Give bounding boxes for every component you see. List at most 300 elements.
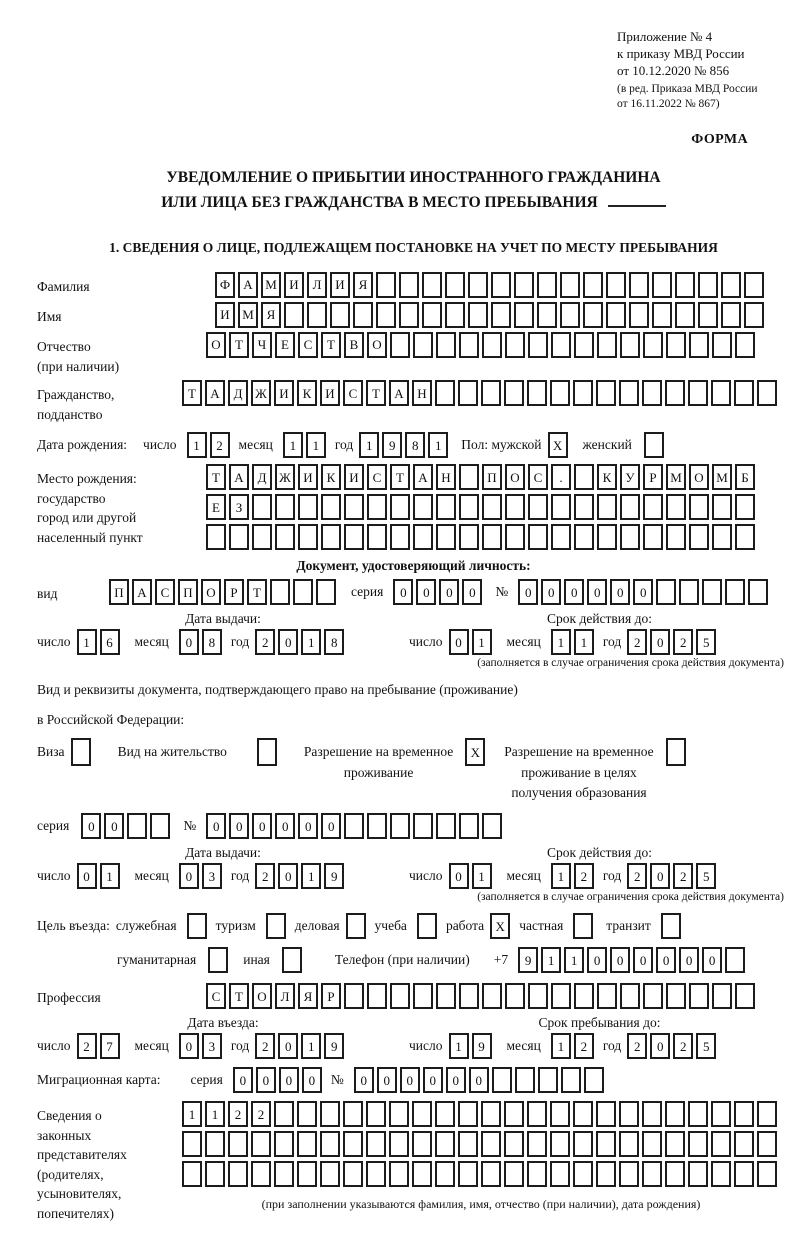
char-box[interactable] <box>629 302 649 328</box>
char-box[interactable]: О <box>252 983 272 1009</box>
char-box[interactable]: Н <box>436 464 456 490</box>
char-box[interactable] <box>721 272 741 298</box>
char-box[interactable] <box>527 1101 547 1127</box>
char-box[interactable] <box>182 1131 202 1157</box>
char-box[interactable]: 1 <box>449 1033 469 1059</box>
char-box[interactable] <box>661 913 681 939</box>
char-box[interactable] <box>550 1101 570 1127</box>
char-box[interactable]: 0 <box>393 579 413 605</box>
char-box[interactable]: 0 <box>518 579 538 605</box>
char-box[interactable]: 0 <box>416 579 436 605</box>
char-box[interactable] <box>481 1101 501 1127</box>
char-box[interactable] <box>274 1101 294 1127</box>
char-box[interactable]: 2 <box>673 863 693 889</box>
char-box[interactable]: У <box>620 464 640 490</box>
char-box[interactable]: 0 <box>610 579 630 605</box>
char-box[interactable] <box>458 1161 478 1187</box>
char-box[interactable] <box>376 272 396 298</box>
char-box[interactable]: 2 <box>673 629 693 655</box>
char-box[interactable] <box>320 1161 340 1187</box>
char-box[interactable] <box>445 302 465 328</box>
char-box[interactable] <box>389 1101 409 1127</box>
char-box[interactable] <box>282 947 302 973</box>
char-box[interactable] <box>127 813 147 839</box>
char-box[interactable] <box>551 332 571 358</box>
char-box[interactable] <box>320 1131 340 1157</box>
char-box[interactable] <box>366 1131 386 1157</box>
char-box[interactable] <box>735 494 755 520</box>
char-box[interactable] <box>620 332 640 358</box>
char-box[interactable] <box>321 524 341 550</box>
char-box[interactable]: 1 <box>77 629 97 655</box>
char-box[interactable] <box>689 332 709 358</box>
char-box[interactable] <box>482 813 502 839</box>
char-box[interactable]: Л <box>275 983 295 1009</box>
char-box[interactable]: 0 <box>321 813 341 839</box>
char-box[interactable] <box>689 524 709 550</box>
char-box[interactable] <box>757 380 777 406</box>
char-box[interactable]: 0 <box>702 947 722 973</box>
char-box[interactable] <box>550 1161 570 1187</box>
char-box[interactable] <box>596 380 616 406</box>
char-box[interactable] <box>366 1161 386 1187</box>
char-box[interactable] <box>597 524 617 550</box>
char-box[interactable] <box>597 983 617 1009</box>
char-box[interactable]: О <box>689 464 709 490</box>
char-box[interactable]: 2 <box>255 629 275 655</box>
char-box[interactable]: . <box>551 464 571 490</box>
char-box[interactable] <box>481 1131 501 1157</box>
char-box[interactable]: С <box>528 464 548 490</box>
char-box[interactable] <box>550 380 570 406</box>
char-box[interactable]: 2 <box>210 432 230 458</box>
char-box[interactable] <box>482 494 502 520</box>
char-box[interactable] <box>597 332 617 358</box>
char-box[interactable]: 0 <box>229 813 249 839</box>
char-box[interactable] <box>435 1101 455 1127</box>
char-box[interactable] <box>528 494 548 520</box>
char-box[interactable] <box>504 1101 524 1127</box>
char-box[interactable] <box>643 332 663 358</box>
char-box[interactable] <box>390 332 410 358</box>
char-box[interactable] <box>504 380 524 406</box>
char-box[interactable] <box>481 1161 501 1187</box>
char-box[interactable] <box>367 524 387 550</box>
char-box[interactable] <box>343 1101 363 1127</box>
char-box[interactable] <box>643 494 663 520</box>
char-box[interactable]: 2 <box>627 629 647 655</box>
char-box[interactable] <box>643 524 663 550</box>
char-box[interactable]: 0 <box>650 1033 670 1059</box>
char-box[interactable] <box>458 1101 478 1127</box>
char-box[interactable]: 1 <box>301 1033 321 1059</box>
char-box[interactable] <box>229 524 249 550</box>
char-box[interactable]: 0 <box>679 947 699 973</box>
char-box[interactable]: С <box>155 579 175 605</box>
char-box[interactable]: 0 <box>179 629 199 655</box>
char-box[interactable]: С <box>206 983 226 1009</box>
char-box[interactable] <box>228 1131 248 1157</box>
char-box[interactable] <box>560 302 580 328</box>
char-box[interactable] <box>366 1101 386 1127</box>
char-box[interactable] <box>459 524 479 550</box>
char-box[interactable]: 0 <box>77 863 97 889</box>
char-box[interactable] <box>504 1161 524 1187</box>
char-box[interactable] <box>757 1131 777 1157</box>
char-box[interactable] <box>399 302 419 328</box>
char-box[interactable] <box>482 524 502 550</box>
char-box[interactable] <box>330 302 350 328</box>
char-box[interactable]: 1 <box>301 863 321 889</box>
char-box[interactable] <box>560 272 580 298</box>
char-box[interactable] <box>573 1161 593 1187</box>
char-box[interactable] <box>675 272 695 298</box>
char-box[interactable] <box>182 1161 202 1187</box>
char-box[interactable] <box>698 272 718 298</box>
char-box[interactable]: 1 <box>306 432 326 458</box>
char-box[interactable]: Н <box>412 380 432 406</box>
char-box[interactable]: 2 <box>673 1033 693 1059</box>
char-box[interactable] <box>757 1101 777 1127</box>
char-box[interactable] <box>435 1131 455 1157</box>
char-box[interactable] <box>445 272 465 298</box>
char-box[interactable]: 5 <box>696 863 716 889</box>
char-box[interactable] <box>642 1161 662 1187</box>
char-box[interactable]: 2 <box>574 1033 594 1059</box>
char-box[interactable] <box>551 494 571 520</box>
char-box[interactable] <box>744 302 764 328</box>
char-box[interactable] <box>514 302 534 328</box>
char-box[interactable] <box>275 524 295 550</box>
char-box[interactable] <box>505 494 525 520</box>
char-box[interactable]: 1 <box>541 947 561 973</box>
char-box[interactable] <box>228 1161 248 1187</box>
char-box[interactable]: 2 <box>627 1033 647 1059</box>
char-box[interactable]: 1 <box>574 629 594 655</box>
char-box[interactable] <box>274 1161 294 1187</box>
char-box[interactable] <box>284 302 304 328</box>
char-box[interactable] <box>619 1161 639 1187</box>
char-box[interactable]: Е <box>206 494 226 520</box>
char-box[interactable] <box>550 1131 570 1157</box>
char-box[interactable]: 1 <box>283 432 303 458</box>
char-box[interactable]: В <box>344 332 364 358</box>
char-box[interactable] <box>417 913 437 939</box>
char-box[interactable]: З <box>229 494 249 520</box>
char-box[interactable] <box>321 494 341 520</box>
char-box[interactable] <box>665 1161 685 1187</box>
char-box[interactable] <box>734 1131 754 1157</box>
char-box[interactable] <box>527 1161 547 1187</box>
char-box[interactable] <box>666 738 686 766</box>
char-box[interactable]: Т <box>229 983 249 1009</box>
char-box[interactable] <box>436 524 456 550</box>
char-box[interactable] <box>688 1161 708 1187</box>
char-box[interactable] <box>208 947 228 973</box>
char-box[interactable]: П <box>482 464 502 490</box>
char-box[interactable]: 9 <box>518 947 538 973</box>
char-box[interactable]: Т <box>182 380 202 406</box>
char-box[interactable] <box>711 380 731 406</box>
char-box[interactable]: 9 <box>472 1033 492 1059</box>
char-box[interactable]: 1 <box>301 629 321 655</box>
char-box[interactable]: 8 <box>324 629 344 655</box>
char-box[interactable] <box>504 1131 524 1157</box>
char-box[interactable] <box>583 302 603 328</box>
char-box[interactable] <box>689 494 709 520</box>
char-box[interactable] <box>734 380 754 406</box>
char-box[interactable] <box>344 494 364 520</box>
char-box[interactable] <box>551 983 571 1009</box>
char-box[interactable] <box>436 494 456 520</box>
char-box[interactable] <box>266 913 286 939</box>
char-box[interactable] <box>721 302 741 328</box>
char-box[interactable]: К <box>597 464 617 490</box>
char-box[interactable]: 1 <box>472 863 492 889</box>
char-box[interactable] <box>297 1161 317 1187</box>
char-box[interactable] <box>413 983 433 1009</box>
char-box[interactable]: 0 <box>278 863 298 889</box>
char-box[interactable] <box>665 1131 685 1157</box>
char-box[interactable] <box>619 380 639 406</box>
char-box[interactable]: С <box>298 332 318 358</box>
char-box[interactable]: 0 <box>656 947 676 973</box>
char-box[interactable] <box>492 1067 512 1093</box>
char-box[interactable] <box>748 579 768 605</box>
char-box[interactable] <box>652 272 672 298</box>
char-box[interactable]: 0 <box>650 863 670 889</box>
char-box[interactable] <box>389 1161 409 1187</box>
char-box[interactable]: 0 <box>104 813 124 839</box>
char-box[interactable]: А <box>238 272 258 298</box>
char-box[interactable]: С <box>367 464 387 490</box>
char-box[interactable] <box>252 524 272 550</box>
char-box[interactable] <box>573 1101 593 1127</box>
char-box[interactable] <box>620 983 640 1009</box>
char-box[interactable] <box>583 272 603 298</box>
char-box[interactable]: 9 <box>324 1033 344 1059</box>
char-box[interactable] <box>620 524 640 550</box>
char-box[interactable]: 1 <box>551 1033 571 1059</box>
char-box[interactable] <box>458 380 478 406</box>
char-box[interactable]: 1 <box>472 629 492 655</box>
char-box[interactable] <box>528 332 548 358</box>
char-box[interactable] <box>298 494 318 520</box>
char-box[interactable] <box>574 524 594 550</box>
char-box[interactable] <box>597 494 617 520</box>
char-box[interactable] <box>757 1161 777 1187</box>
char-box[interactable] <box>435 380 455 406</box>
char-box[interactable]: X <box>548 432 568 458</box>
char-box[interactable]: Ф <box>215 272 235 298</box>
char-box[interactable] <box>435 1161 455 1187</box>
char-box[interactable] <box>390 813 410 839</box>
char-box[interactable] <box>458 1131 478 1157</box>
char-box[interactable]: 2 <box>255 863 275 889</box>
char-box[interactable]: 0 <box>423 1067 443 1093</box>
char-box[interactable]: 1 <box>182 1101 202 1127</box>
char-box[interactable] <box>642 1131 662 1157</box>
char-box[interactable]: А <box>229 464 249 490</box>
char-box[interactable] <box>551 524 571 550</box>
char-box[interactable] <box>412 1161 432 1187</box>
char-box[interactable]: Т <box>321 332 341 358</box>
char-box[interactable] <box>270 579 290 605</box>
char-box[interactable]: Т <box>247 579 267 605</box>
char-box[interactable]: 0 <box>81 813 101 839</box>
char-box[interactable]: 0 <box>256 1067 276 1093</box>
char-box[interactable]: 1 <box>564 947 584 973</box>
char-box[interactable] <box>515 1067 535 1093</box>
char-box[interactable]: 1 <box>359 432 379 458</box>
char-box[interactable]: Д <box>252 464 272 490</box>
char-box[interactable]: 0 <box>298 813 318 839</box>
char-box[interactable]: Р <box>643 464 663 490</box>
char-box[interactable]: 0 <box>587 579 607 605</box>
char-box[interactable] <box>596 1161 616 1187</box>
char-box[interactable] <box>712 332 732 358</box>
char-box[interactable] <box>367 983 387 1009</box>
char-box[interactable] <box>537 272 557 298</box>
char-box[interactable] <box>606 302 626 328</box>
char-box[interactable]: К <box>297 380 317 406</box>
char-box[interactable]: 1 <box>428 432 448 458</box>
char-box[interactable]: Т <box>229 332 249 358</box>
char-box[interactable] <box>538 1067 558 1093</box>
char-box[interactable]: О <box>505 464 525 490</box>
char-box[interactable] <box>505 332 525 358</box>
char-box[interactable]: А <box>389 380 409 406</box>
char-box[interactable]: 2 <box>627 863 647 889</box>
char-box[interactable]: Я <box>261 302 281 328</box>
char-box[interactable]: 1 <box>205 1101 225 1127</box>
char-box[interactable] <box>711 1101 731 1127</box>
char-box[interactable] <box>573 913 593 939</box>
char-box[interactable] <box>688 1101 708 1127</box>
char-box[interactable]: 0 <box>650 629 670 655</box>
char-box[interactable] <box>413 494 433 520</box>
char-box[interactable] <box>574 464 594 490</box>
char-box[interactable]: О <box>206 332 226 358</box>
char-box[interactable]: 0 <box>278 629 298 655</box>
char-box[interactable] <box>390 983 410 1009</box>
char-box[interactable]: И <box>298 464 318 490</box>
char-box[interactable] <box>527 1131 547 1157</box>
char-box[interactable] <box>293 579 313 605</box>
char-box[interactable]: 0 <box>564 579 584 605</box>
char-box[interactable]: О <box>367 332 387 358</box>
char-box[interactable] <box>422 272 442 298</box>
char-box[interactable] <box>367 494 387 520</box>
char-box[interactable] <box>436 983 456 1009</box>
char-box[interactable] <box>656 579 676 605</box>
char-box[interactable] <box>436 813 456 839</box>
char-box[interactable] <box>675 302 695 328</box>
char-box[interactable] <box>505 524 525 550</box>
char-box[interactable]: К <box>321 464 341 490</box>
char-box[interactable]: 0 <box>400 1067 420 1093</box>
char-box[interactable]: М <box>261 272 281 298</box>
char-box[interactable] <box>436 332 456 358</box>
char-box[interactable]: 0 <box>439 579 459 605</box>
char-box[interactable] <box>712 524 732 550</box>
char-box[interactable]: 2 <box>228 1101 248 1127</box>
char-box[interactable]: 0 <box>462 579 482 605</box>
char-box[interactable]: И <box>320 380 340 406</box>
char-box[interactable] <box>574 332 594 358</box>
char-box[interactable] <box>642 380 662 406</box>
char-box[interactable] <box>643 983 663 1009</box>
char-box[interactable] <box>399 272 419 298</box>
char-box[interactable]: Ч <box>252 332 272 358</box>
char-box[interactable] <box>734 1161 754 1187</box>
char-box[interactable] <box>596 1131 616 1157</box>
char-box[interactable]: Т <box>390 464 410 490</box>
char-box[interactable] <box>413 524 433 550</box>
char-box[interactable]: 0 <box>377 1067 397 1093</box>
char-box[interactable] <box>468 272 488 298</box>
char-box[interactable]: Я <box>298 983 318 1009</box>
char-box[interactable]: X <box>490 913 510 939</box>
char-box[interactable] <box>307 302 327 328</box>
char-box[interactable]: С <box>343 380 363 406</box>
char-box[interactable]: 9 <box>382 432 402 458</box>
char-box[interactable] <box>689 983 709 1009</box>
char-box[interactable]: 8 <box>202 629 222 655</box>
char-box[interactable] <box>482 983 502 1009</box>
char-box[interactable]: 0 <box>206 813 226 839</box>
char-box[interactable]: Л <box>307 272 327 298</box>
char-box[interactable] <box>725 579 745 605</box>
char-box[interactable]: Ж <box>251 380 271 406</box>
char-box[interactable]: И <box>215 302 235 328</box>
char-box[interactable] <box>666 332 686 358</box>
char-box[interactable] <box>468 302 488 328</box>
char-box[interactable]: И <box>284 272 304 298</box>
char-box[interactable] <box>150 813 170 839</box>
char-box[interactable] <box>459 494 479 520</box>
char-box[interactable] <box>734 1101 754 1127</box>
char-box[interactable] <box>735 524 755 550</box>
char-box[interactable]: 2 <box>77 1033 97 1059</box>
char-box[interactable]: И <box>330 272 350 298</box>
char-box[interactable] <box>735 983 755 1009</box>
char-box[interactable] <box>491 302 511 328</box>
char-box[interactable] <box>619 1101 639 1127</box>
char-box[interactable] <box>573 1131 593 1157</box>
char-box[interactable]: 2 <box>251 1101 271 1127</box>
char-box[interactable]: 1 <box>551 629 571 655</box>
char-box[interactable] <box>344 813 364 839</box>
char-box[interactable] <box>642 1101 662 1127</box>
char-box[interactable] <box>573 380 593 406</box>
char-box[interactable]: М <box>712 464 732 490</box>
char-box[interactable]: О <box>201 579 221 605</box>
char-box[interactable] <box>505 983 525 1009</box>
char-box[interactable] <box>735 332 755 358</box>
char-box[interactable] <box>712 494 732 520</box>
char-box[interactable] <box>376 302 396 328</box>
char-box[interactable]: 3 <box>202 1033 222 1059</box>
char-box[interactable] <box>413 813 433 839</box>
char-box[interactable]: Ж <box>275 464 295 490</box>
char-box[interactable]: 2 <box>255 1033 275 1059</box>
char-box[interactable]: П <box>178 579 198 605</box>
char-box[interactable] <box>652 302 672 328</box>
char-box[interactable] <box>316 579 336 605</box>
char-box[interactable]: 0 <box>354 1067 374 1093</box>
char-box[interactable]: 0 <box>233 1067 253 1093</box>
